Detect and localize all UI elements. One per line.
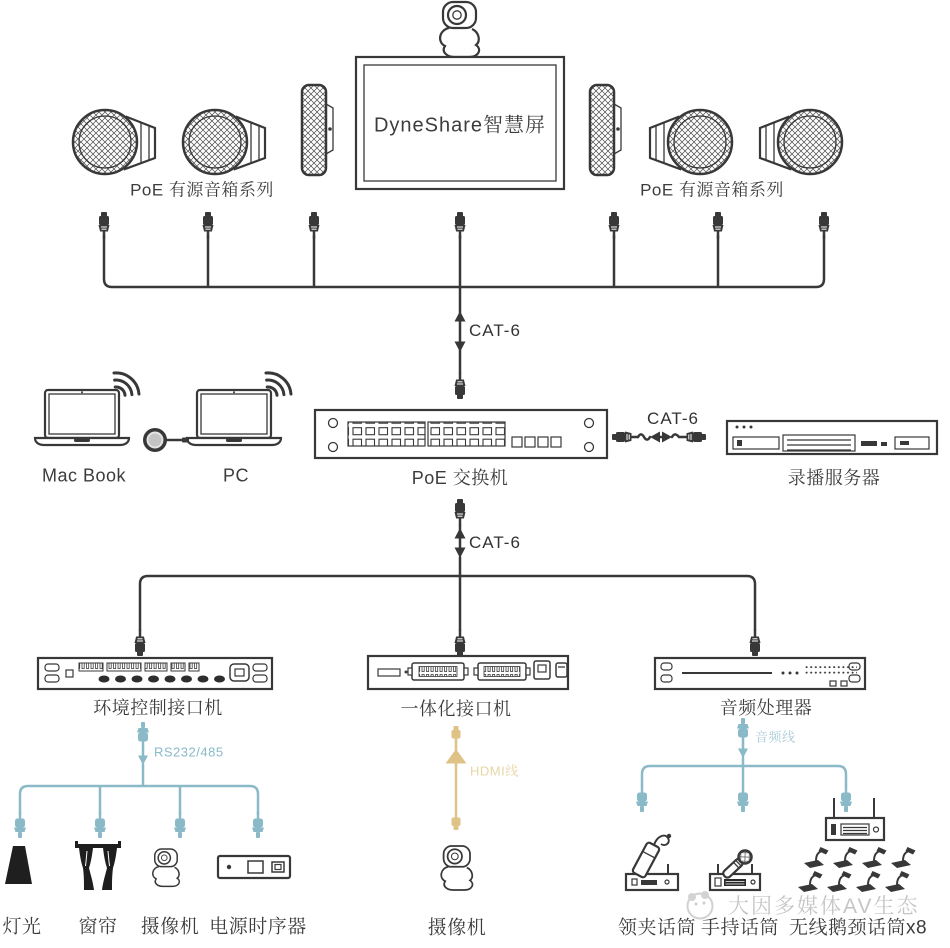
rj45-connector-icon <box>455 373 466 399</box>
hdmi-plug-icon <box>452 818 461 831</box>
soundbar-right-icon <box>590 85 621 175</box>
ptz-camera-ctrl-icon <box>153 849 180 886</box>
curtain-label: 窗帘 <box>78 916 118 938</box>
ptz-camera-top-icon <box>440 2 479 57</box>
rs232-cable-label: RS232/485 <box>154 744 224 760</box>
watermark-text: 大因多媒体AV生态 <box>728 895 920 918</box>
serial-plug-icon <box>94 812 106 838</box>
rj45-connector-icon <box>309 212 320 238</box>
soundbar-left-icon <box>302 85 333 175</box>
poe-speaker-bus-wiring <box>99 212 830 317</box>
gooseneck-mic-array <box>798 847 916 892</box>
horn-speaker-icon <box>760 110 842 174</box>
horn-speaker-icon <box>650 110 732 174</box>
serial-cable-wiring <box>14 722 264 838</box>
audio-plug-icon <box>737 786 749 812</box>
gooseneck-mic-icon <box>798 871 823 892</box>
audio-cable-wiring <box>636 718 852 812</box>
gooseneck-mic-icon <box>885 871 910 892</box>
cat6-recorder-label: CAT-6 <box>647 409 699 428</box>
bodypack-icon <box>632 834 671 878</box>
gooseneck-mic-icon <box>891 847 916 868</box>
lavalier-label: 领夹话筒 <box>617 917 697 939</box>
macbook-icon <box>35 390 129 445</box>
hdmi-cable-wiring <box>446 726 467 830</box>
audio-plug-icon <box>840 786 852 812</box>
audio-cable-label: 音频线 <box>755 729 796 745</box>
gooseneck-label: 无线鹅颈话筒x8 <box>788 917 928 939</box>
rj45-connector-icon <box>609 212 620 238</box>
handheld-label: 手持话筒 <box>700 917 780 939</box>
wireless-dongle-icon <box>143 428 189 452</box>
rj45-connector-icon <box>612 432 638 443</box>
gooseneck-mic-icon <box>833 847 858 868</box>
serial-plug-icon <box>14 812 26 838</box>
speakers-left-label: PoE 有源音箱系列 <box>130 180 274 200</box>
audio-plug-icon <box>737 718 749 744</box>
cat6-trunk-bottom <box>135 499 761 656</box>
cat6-recorder-link <box>612 432 706 443</box>
cat6-top-label: CAT-6 <box>469 321 521 340</box>
hdmi-plug-icon <box>452 726 461 739</box>
recorder-server-icon <box>727 421 937 454</box>
gooseneck-mic-icon <box>862 847 887 868</box>
rj45-connector-icon <box>455 212 466 238</box>
rj45-connector-icon <box>455 499 466 525</box>
integrated-device-icon <box>368 656 568 689</box>
pc-label: PC <box>222 465 250 486</box>
horn-speaker-icon <box>183 110 265 174</box>
rj45-connector-icon <box>680 432 706 443</box>
poe-switch-icon <box>315 410 607 458</box>
gooseneck-mic-icon <box>804 847 829 868</box>
rj45-connector-icon <box>455 630 466 656</box>
recorder-label: 录播服务器 <box>787 468 881 488</box>
rj45-connector-icon <box>713 212 724 238</box>
macbook-label: Mac Book <box>41 465 127 486</box>
ptz-camera-hdmi-icon <box>441 846 472 890</box>
audio-plug-icon <box>636 786 648 812</box>
env-control-device-icon <box>38 658 272 689</box>
rj45-connector-icon <box>99 212 110 238</box>
gooseneck-mic-icon <box>827 871 852 892</box>
light-label: 灯光 <box>2 916 42 938</box>
spotlight-icon <box>5 846 32 884</box>
cat6-bottom-label: CAT-6 <box>469 533 521 552</box>
serial-plug-icon <box>252 812 264 838</box>
gooseneck-mic-icon <box>856 871 881 892</box>
poe-switch-label: PoE 交换机 <box>411 468 509 488</box>
audio-processor-label: 音频处理器 <box>719 698 813 718</box>
display-title: DyneShare智慧屏 <box>373 114 547 137</box>
serial-plug-icon <box>137 722 149 748</box>
serial-plug-icon <box>174 812 186 838</box>
camera-hdmi-label: 摄像机 <box>427 917 487 939</box>
power-sequencer-icon <box>218 856 290 878</box>
cat6-trunk-top <box>455 311 466 399</box>
rj45-connector-icon <box>203 212 214 238</box>
camera-ctrl-label: 摄像机 <box>140 916 200 938</box>
pc-icon <box>187 390 281 445</box>
horn-speaker-icon <box>73 110 155 174</box>
audio-processor-icon <box>655 658 865 689</box>
rj45-connector-icon <box>819 212 830 238</box>
rj45-connector-icon <box>750 630 761 656</box>
integrated-label: 一体化接口机 <box>400 699 512 719</box>
rj45-connector-icon <box>135 630 146 656</box>
curtain-icon <box>75 841 121 890</box>
speakers-right-label: PoE 有源音箱系列 <box>640 180 784 200</box>
power-seq-label: 电源时序器 <box>209 916 307 938</box>
env-control-label: 环境控制接口机 <box>93 698 223 718</box>
gooseneck-receiver-icon <box>826 798 884 840</box>
hdmi-cable-label: HDMI线 <box>470 763 519 779</box>
